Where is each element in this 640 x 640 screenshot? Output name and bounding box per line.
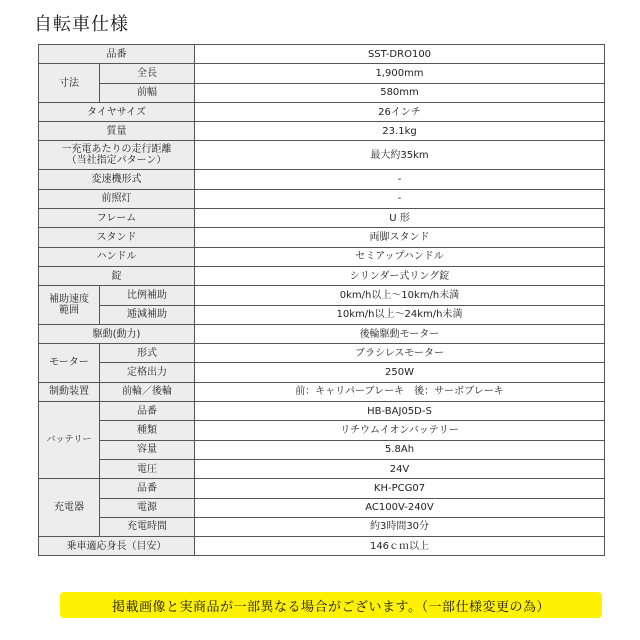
spec-label: 前照灯 bbox=[39, 189, 195, 208]
table-row bbox=[39, 83, 605, 102]
notice-banner: 掲載画像と実商品が一部異なる場合がございます。（一部仕様変更の為） bbox=[60, 592, 602, 618]
table-row bbox=[39, 402, 605, 421]
table-row bbox=[39, 537, 605, 556]
spec-label: フレーム bbox=[39, 209, 195, 228]
spec-value: 両脚スタンド bbox=[195, 228, 605, 247]
spec-value: 5.8Ah bbox=[195, 440, 605, 459]
page-title: 自転車仕様 bbox=[34, 14, 129, 35]
spec-label: 変速機形式 bbox=[39, 170, 195, 189]
spec-label: 定格出力 bbox=[100, 363, 195, 382]
spec-value: 23.1kg bbox=[195, 122, 605, 141]
spec-value: HB-BAJ05D-S bbox=[195, 402, 605, 421]
spec-label: 品番 bbox=[100, 479, 195, 498]
spec-value: AC100V-240V bbox=[195, 498, 605, 517]
table-row bbox=[39, 141, 605, 170]
table-row bbox=[39, 305, 605, 324]
spec-label: 乗車適応身長（目安） bbox=[39, 537, 195, 556]
spec-label: 駆動(動力) bbox=[39, 324, 195, 343]
spec-value: 10km/h以上〜24km/h未満 bbox=[195, 305, 605, 324]
spec-label: 錠 bbox=[39, 266, 195, 285]
spec-label: 電源 bbox=[100, 498, 195, 517]
table-row bbox=[39, 479, 605, 498]
table-row bbox=[39, 382, 605, 401]
table-row bbox=[39, 498, 605, 517]
spec-group-label: バッテリー bbox=[39, 402, 100, 479]
spec-label: 全長 bbox=[100, 64, 195, 83]
spec-group-label: モーター bbox=[39, 344, 100, 383]
spec-value: リチウムイオンバッテリー bbox=[195, 421, 605, 440]
spec-value: 146ｃｍ以上 bbox=[195, 537, 605, 556]
table-row bbox=[39, 64, 605, 83]
spec-value: 約3時間30分 bbox=[195, 517, 605, 536]
spec-group-label: 補助速度 範囲 bbox=[39, 286, 100, 325]
spec-value: SST-DRO100 bbox=[195, 45, 605, 64]
table-row bbox=[39, 517, 605, 536]
table-row bbox=[39, 440, 605, 459]
spec-value: 250W bbox=[195, 363, 605, 382]
spec-value: - bbox=[195, 170, 605, 189]
spec-label: 品番 bbox=[39, 45, 195, 64]
table-row bbox=[39, 122, 605, 141]
spec-value: ブラシレスモーター bbox=[195, 344, 605, 363]
table-row bbox=[39, 45, 605, 64]
spec-value: 最大約35km bbox=[195, 141, 605, 170]
spec-label: 電圧 bbox=[100, 459, 195, 478]
spec-group-label: 寸法 bbox=[39, 64, 100, 103]
spec-label: 充電時間 bbox=[100, 517, 195, 536]
table-row bbox=[39, 102, 605, 121]
spec-value: 580mm bbox=[195, 83, 605, 102]
spec-label: 逓減補助 bbox=[100, 305, 195, 324]
spec-label: ハンドル bbox=[39, 247, 195, 266]
spec-table bbox=[38, 44, 605, 556]
table-row bbox=[39, 228, 605, 247]
spec-label: 形式 bbox=[100, 344, 195, 363]
spec-label: 品番 bbox=[100, 402, 195, 421]
table-row bbox=[39, 286, 605, 305]
table-row bbox=[39, 363, 605, 382]
spec-label: 前輪／後輪 bbox=[100, 382, 195, 401]
spec-label: スタンド bbox=[39, 228, 195, 247]
spec-value: 0km/h以上〜10km/h未満 bbox=[195, 286, 605, 305]
table-row bbox=[39, 324, 605, 343]
spec-value: - bbox=[195, 189, 605, 208]
spec-value: 後輪駆動モーター bbox=[195, 324, 605, 343]
spec-label: 前幅 bbox=[100, 83, 195, 102]
spec-value: シリンダー式リング錠 bbox=[195, 266, 605, 285]
table-row bbox=[39, 189, 605, 208]
spec-label: 容量 bbox=[100, 440, 195, 459]
table-row bbox=[39, 421, 605, 440]
spec-label: 比例補助 bbox=[100, 286, 195, 305]
spec-label: 質量 bbox=[39, 122, 195, 141]
spec-value: KH-PCG07 bbox=[195, 479, 605, 498]
spec-value: 26インチ bbox=[195, 102, 605, 121]
table-row bbox=[39, 266, 605, 285]
table-row bbox=[39, 344, 605, 363]
spec-label: 種類 bbox=[100, 421, 195, 440]
spec-label: 一充電あたりの走行距離 （当社指定パターン） bbox=[39, 141, 195, 170]
spec-group-label: 制動装置 bbox=[39, 382, 100, 401]
table-row bbox=[39, 170, 605, 189]
table-row bbox=[39, 209, 605, 228]
spec-label: タイヤサイズ bbox=[39, 102, 195, 121]
spec-group-label: 充電器 bbox=[39, 479, 100, 537]
spec-value: セミアップハンドル bbox=[195, 247, 605, 266]
spec-value: U 形 bbox=[195, 209, 605, 228]
spec-value: 前：キャリパーブレーキ 後：サーボブレーキ bbox=[195, 382, 605, 401]
spec-value: 1,900mm bbox=[195, 64, 605, 83]
spec-value: 24V bbox=[195, 459, 605, 478]
table-row bbox=[39, 247, 605, 266]
table-row bbox=[39, 459, 605, 478]
